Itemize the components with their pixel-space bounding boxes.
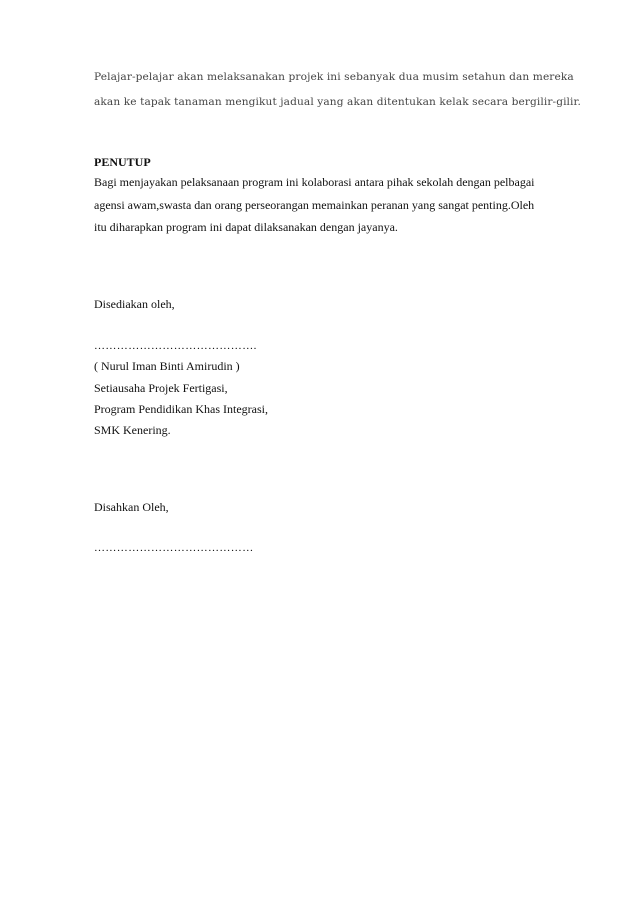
penutup-heading: PENUTUP	[94, 155, 151, 169]
penutup-paragraph-line-1: Bagi menjayakan pelaksanaan program ini kolaborasi antara pihak sekolah dengan pelbagai	[94, 175, 535, 189]
approved-by-label: Disahkan Oleh,	[94, 500, 169, 514]
prepared-school: SMK Kenering.	[94, 423, 171, 437]
approved-signature-line: ……………………………………	[94, 542, 254, 554]
prepared-position: Setiausaha Projek Fertigasi,	[94, 381, 228, 395]
penutup-paragraph-line-3: itu diharapkan program ini dapat dilaksanakan dengan jayanya.	[94, 220, 398, 234]
prepared-by-label: Disediakan oleh,	[94, 297, 175, 311]
prepared-signature-line: …………………………………….	[94, 340, 257, 352]
intro-paragraph-line-2: akan ke tapak tanaman mengikut jadual yang akan ditentukan kelak secara bergilir-gilir.	[94, 96, 582, 108]
prepared-program: Program Pendidikan Khas Integrasi,	[94, 402, 268, 416]
penutup-paragraph-line-2: agensi awam,swasta dan orang perseorangan memainkan peranan yang sangat penting.Oleh	[94, 198, 535, 212]
prepared-name: ( Nurul Iman Binti Amirudin )	[94, 359, 240, 373]
intro-paragraph-line-1: Pelajar-pelajar akan melaksanakan projek ini sebanyak dua musim setahun dan mereka	[94, 71, 574, 83]
